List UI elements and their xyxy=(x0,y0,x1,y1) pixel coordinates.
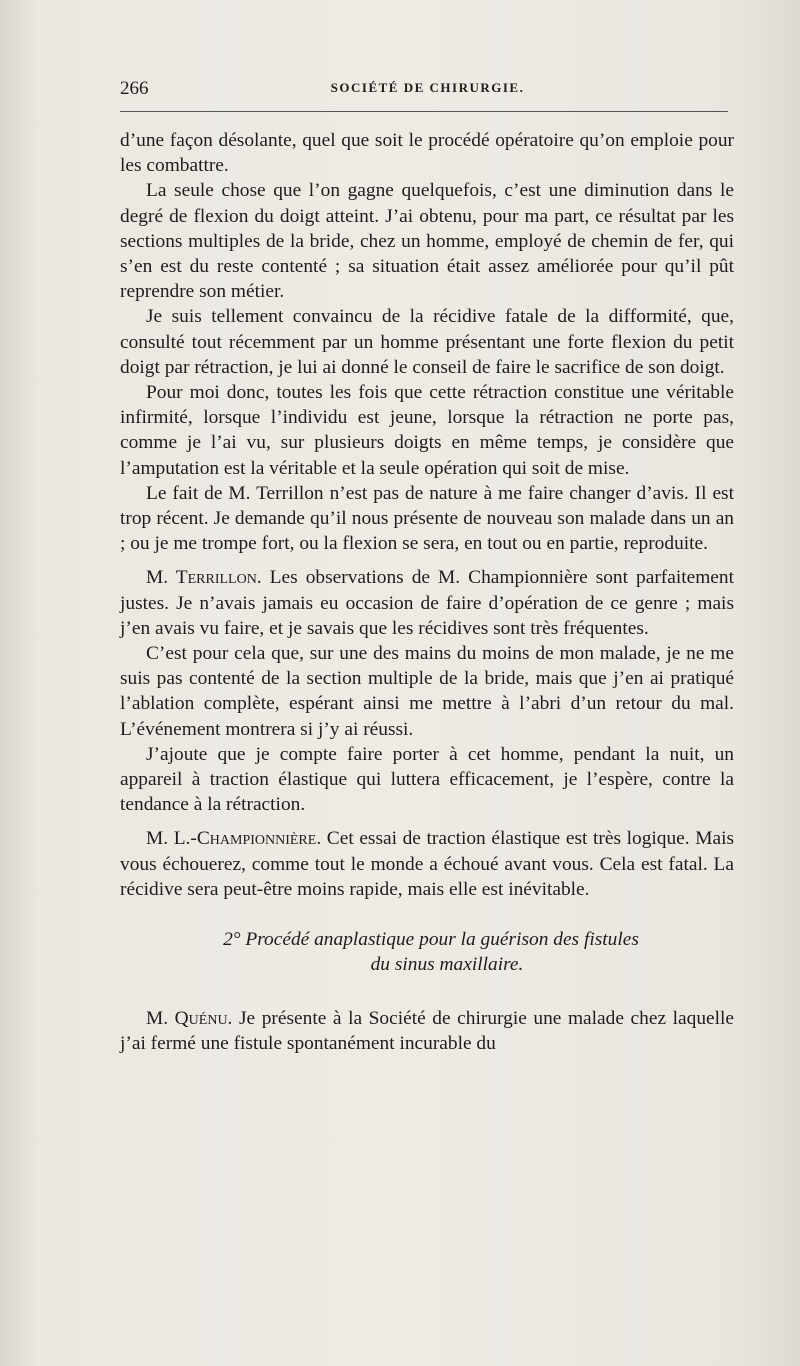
spacer xyxy=(120,978,734,1006)
speaker-name: M. L.-Championnière. xyxy=(146,828,322,850)
speech-text: Les observations de M. Championnière sont parfaitement justes. Je n’avais jamais eu occasion de faire d’opération de ce genre ; mais j’en avais vu faire, et je savais que les récidives sont très fréquentes. xyxy=(120,567,734,639)
running-title: SOCIÉTÉ DE CHIRURGIE. xyxy=(330,80,525,95)
paragraph: d’une façon désolante, quel que soit le procédé opératoire qu’on emploie pour les combattre. xyxy=(120,130,734,177)
page-number: 266 xyxy=(120,78,149,99)
page-header xyxy=(120,78,735,102)
section-heading-line: du sinus maxillaire. xyxy=(370,954,524,976)
paragraph: J’ajoute que je compte faire porter à cet homme, pendant la nuit, un appareil à traction élastique qui luttera efficacement, je l’espère, contre la tendance à la rétraction. xyxy=(120,743,734,816)
paragraph: Pour moi donc, toutes les fois que cette rétraction constitue une véritable infirmité, lorsque l’individu est jeune, lorsque la rétraction ne porte pas, comme je l’ai vu, sur plusieurs doigts en même temps, je considère que l’amputation est la véritable et la seule opération qui soit de mise. xyxy=(120,382,734,479)
speech-terrillon xyxy=(120,565,734,641)
speaker-name: M. Quénu. xyxy=(146,1007,233,1029)
body-text xyxy=(120,128,734,1056)
speech-championniere xyxy=(120,826,734,902)
speech-text: Je présente à la Société de chirurgie une malade chez laquelle j’ai fermé une fistule spontanément incurable du xyxy=(120,1007,735,1054)
section-heading-line: 2° Procédé anaplastique pour la guérison des fistules xyxy=(223,929,639,951)
speech-text: Cet essai de traction élastique est très logique. Mais vous échouerez, comme tout le monde a échoué avant vous. Cela est fatal. La récidive sera peut-être moins rapide, mais elle est inévitable. xyxy=(120,828,734,900)
header-rule xyxy=(120,111,728,112)
paragraph: Le fait de M. Terrillon n’est pas de nature à me faire changer d’avis. Il est trop récent. Je demande qu’il nous présente de nouveau son malade dans un an ; ou je me trompe fort, ou la flexion se sera, en tout ou en partie, reproduite. xyxy=(120,482,734,555)
speaker-name: M. Terrillon. xyxy=(146,567,262,589)
section-heading xyxy=(120,927,734,977)
paragraph: C’est pour cela que, sur une des mains du moins de mon malade, je ne me suis pas contenté de la section multiple de la bride, mais que j’en ai pratiqué l’ablation complète, espérant ainsi me mettre à l’abri d’un retour du mal. L’événement montrera si j’y ai réussi. xyxy=(120,643,734,740)
paragraph: La seule chose que l’on gagne quelquefois, c’est une diminution dans le degré de flexion du doigt atteint. J’ai obtenu, pour ma part, ce résultat par les sections multiples de la bride, chez un homme, employé de chemin de fer, qui s’en est du reste contenté ; sa situation était assez améliorée pour qu’il pût reprendre son métier. xyxy=(120,180,734,303)
speech-quenu xyxy=(120,1006,734,1056)
paragraph: Je suis tellement convaincu de la récidive fatale de la difformité, que, consulté tout récemment par un homme présentant une forte flexion du petit doigt par rétraction, je lui ai donné le conseil de faire le sacrifice de son doigt. xyxy=(120,306,734,378)
